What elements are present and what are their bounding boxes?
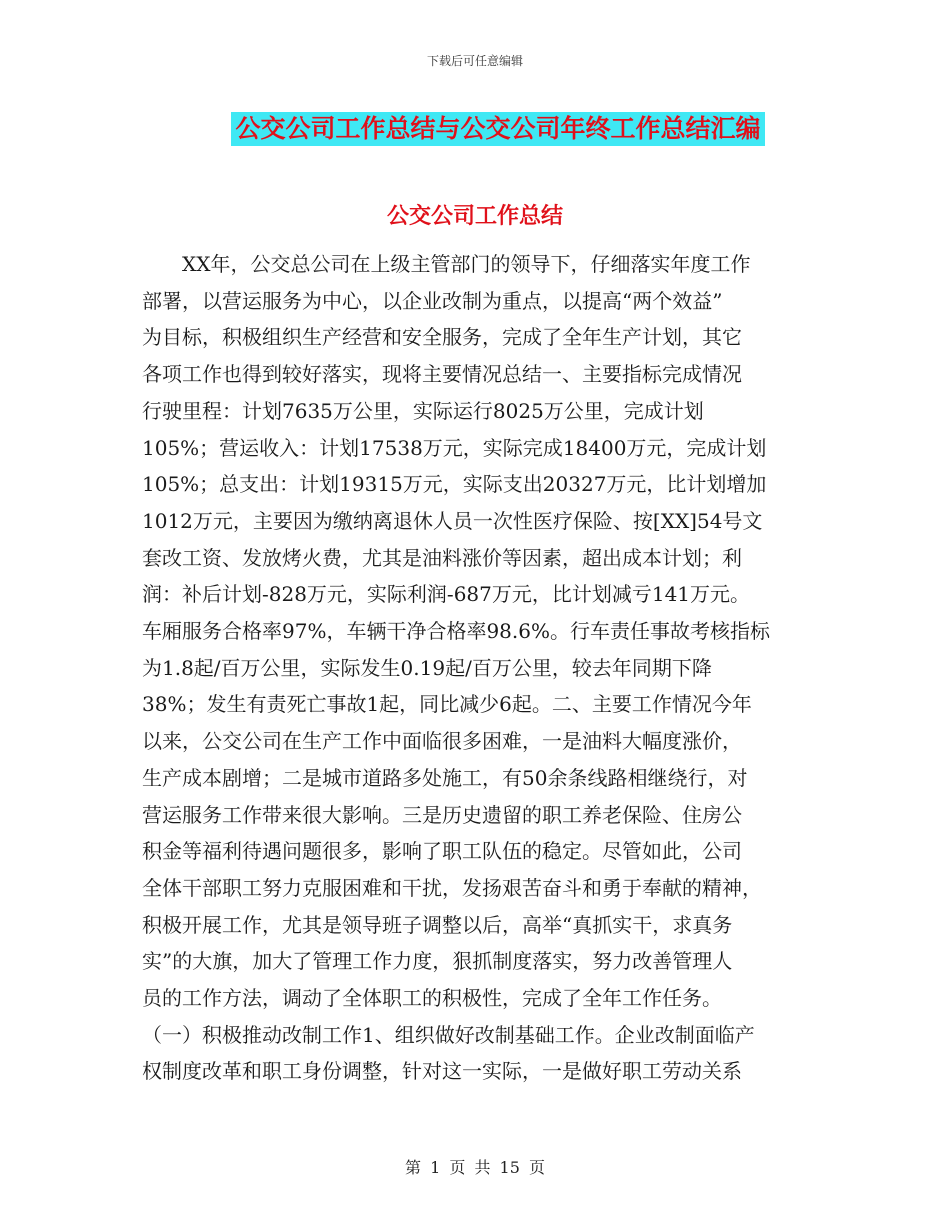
body-line: （一）积极推动改制工作1、组织做好改制基础工作。企业改制面临产: [142, 1022, 755, 1047]
body-line: 以来，公交公司在生产工作中面临很多困难，一是油料大幅度涨价，: [142, 729, 742, 754]
body-line: 全体干部职工努力克服困难和干扰，发扬艰苦奋斗和勇于奉献的精神，: [142, 875, 762, 900]
body-line: 权制度改革和职工身份调整，针对这一实际，一是做好职工劳动关系: [142, 1059, 742, 1084]
body-line: 套改工资、发放烤火费，尤其是油料涨价等因素，超出成本计划；利: [142, 545, 742, 570]
section-title: 公交公司工作总结: [386, 203, 563, 229]
body-line: 为1.8起/百万公里，实际发生0.19起/百万公里，较去年同期下降: [142, 655, 712, 680]
header-note: 下载后可任意编辑: [426, 54, 523, 68]
body-line: 员的工作方法，调动了全体职工的积极性，完成了全年工作任务。: [142, 986, 722, 1011]
page-footer: 第 1 页 共 15 页: [405, 1158, 545, 1177]
body-line: 为目标，积极组织生产经营和安全服务，完成了全年生产计划，其它: [142, 325, 742, 350]
body-line: 润：补后计划-828万元，实际利润-687万元，比计划减亏141万元。: [142, 582, 751, 607]
body-line: 营运服务工作带来很大影响。三是历史遗留的职工养老保险、住房公: [142, 802, 742, 827]
body-line: 各项工作也得到较好落实，现将主要情况总结一、主要指标完成情况: [142, 362, 742, 387]
body-line: 积金等福利待遇问题很多，影响了职工队伍的稳定。尽管如此，公司: [142, 839, 742, 864]
body-line: XX年，公交总公司在上级主管部门的领导下，仔细落实年度工作: [182, 252, 751, 276]
main-title: 公交公司工作总结与公交公司年终工作总结汇编: [231, 112, 764, 146]
body-line: 105%；营运收入：计划17538万元，实际完成18400万元，完成计划: [142, 435, 767, 460]
main-title-container: [0, 112, 950, 146]
body-line: 部署，以营运服务为中心，以企业改制为重点，以提高“两个效益”: [142, 288, 723, 313]
body-line: 1012万元，主要因为缴纳离退休人员一次性医疗保险、按[XX]54号文: [142, 508, 763, 533]
body-line: 积极开展工作，尤其是领导班子调整以后，高举“真抓实干，求真务: [142, 912, 733, 937]
body-line: 38%；发生有责死亡事故1起，同比减少6起。二、主要工作情况今年: [142, 692, 752, 717]
body-line: 行驶里程：计划7635万公里，实际运行8025万公里，完成计划: [142, 398, 704, 423]
body-line: 车厢服务合格率97%，车辆干净合格率98.6%。行车责任事故考核指标: [142, 619, 770, 644]
body-line: 生产成本剧增；二是城市道路多处施工，有50余条线路相继绕行，对: [142, 765, 748, 790]
body-line: 实”的大旗，加大了管理工作力度，狠抓制度落实，努力改善管理人: [142, 949, 733, 974]
body-text: [142, 246, 810, 1090]
body-line: 105%；总支出：计划19315万元，实际支出20327万元，比计划增加: [142, 472, 767, 497]
